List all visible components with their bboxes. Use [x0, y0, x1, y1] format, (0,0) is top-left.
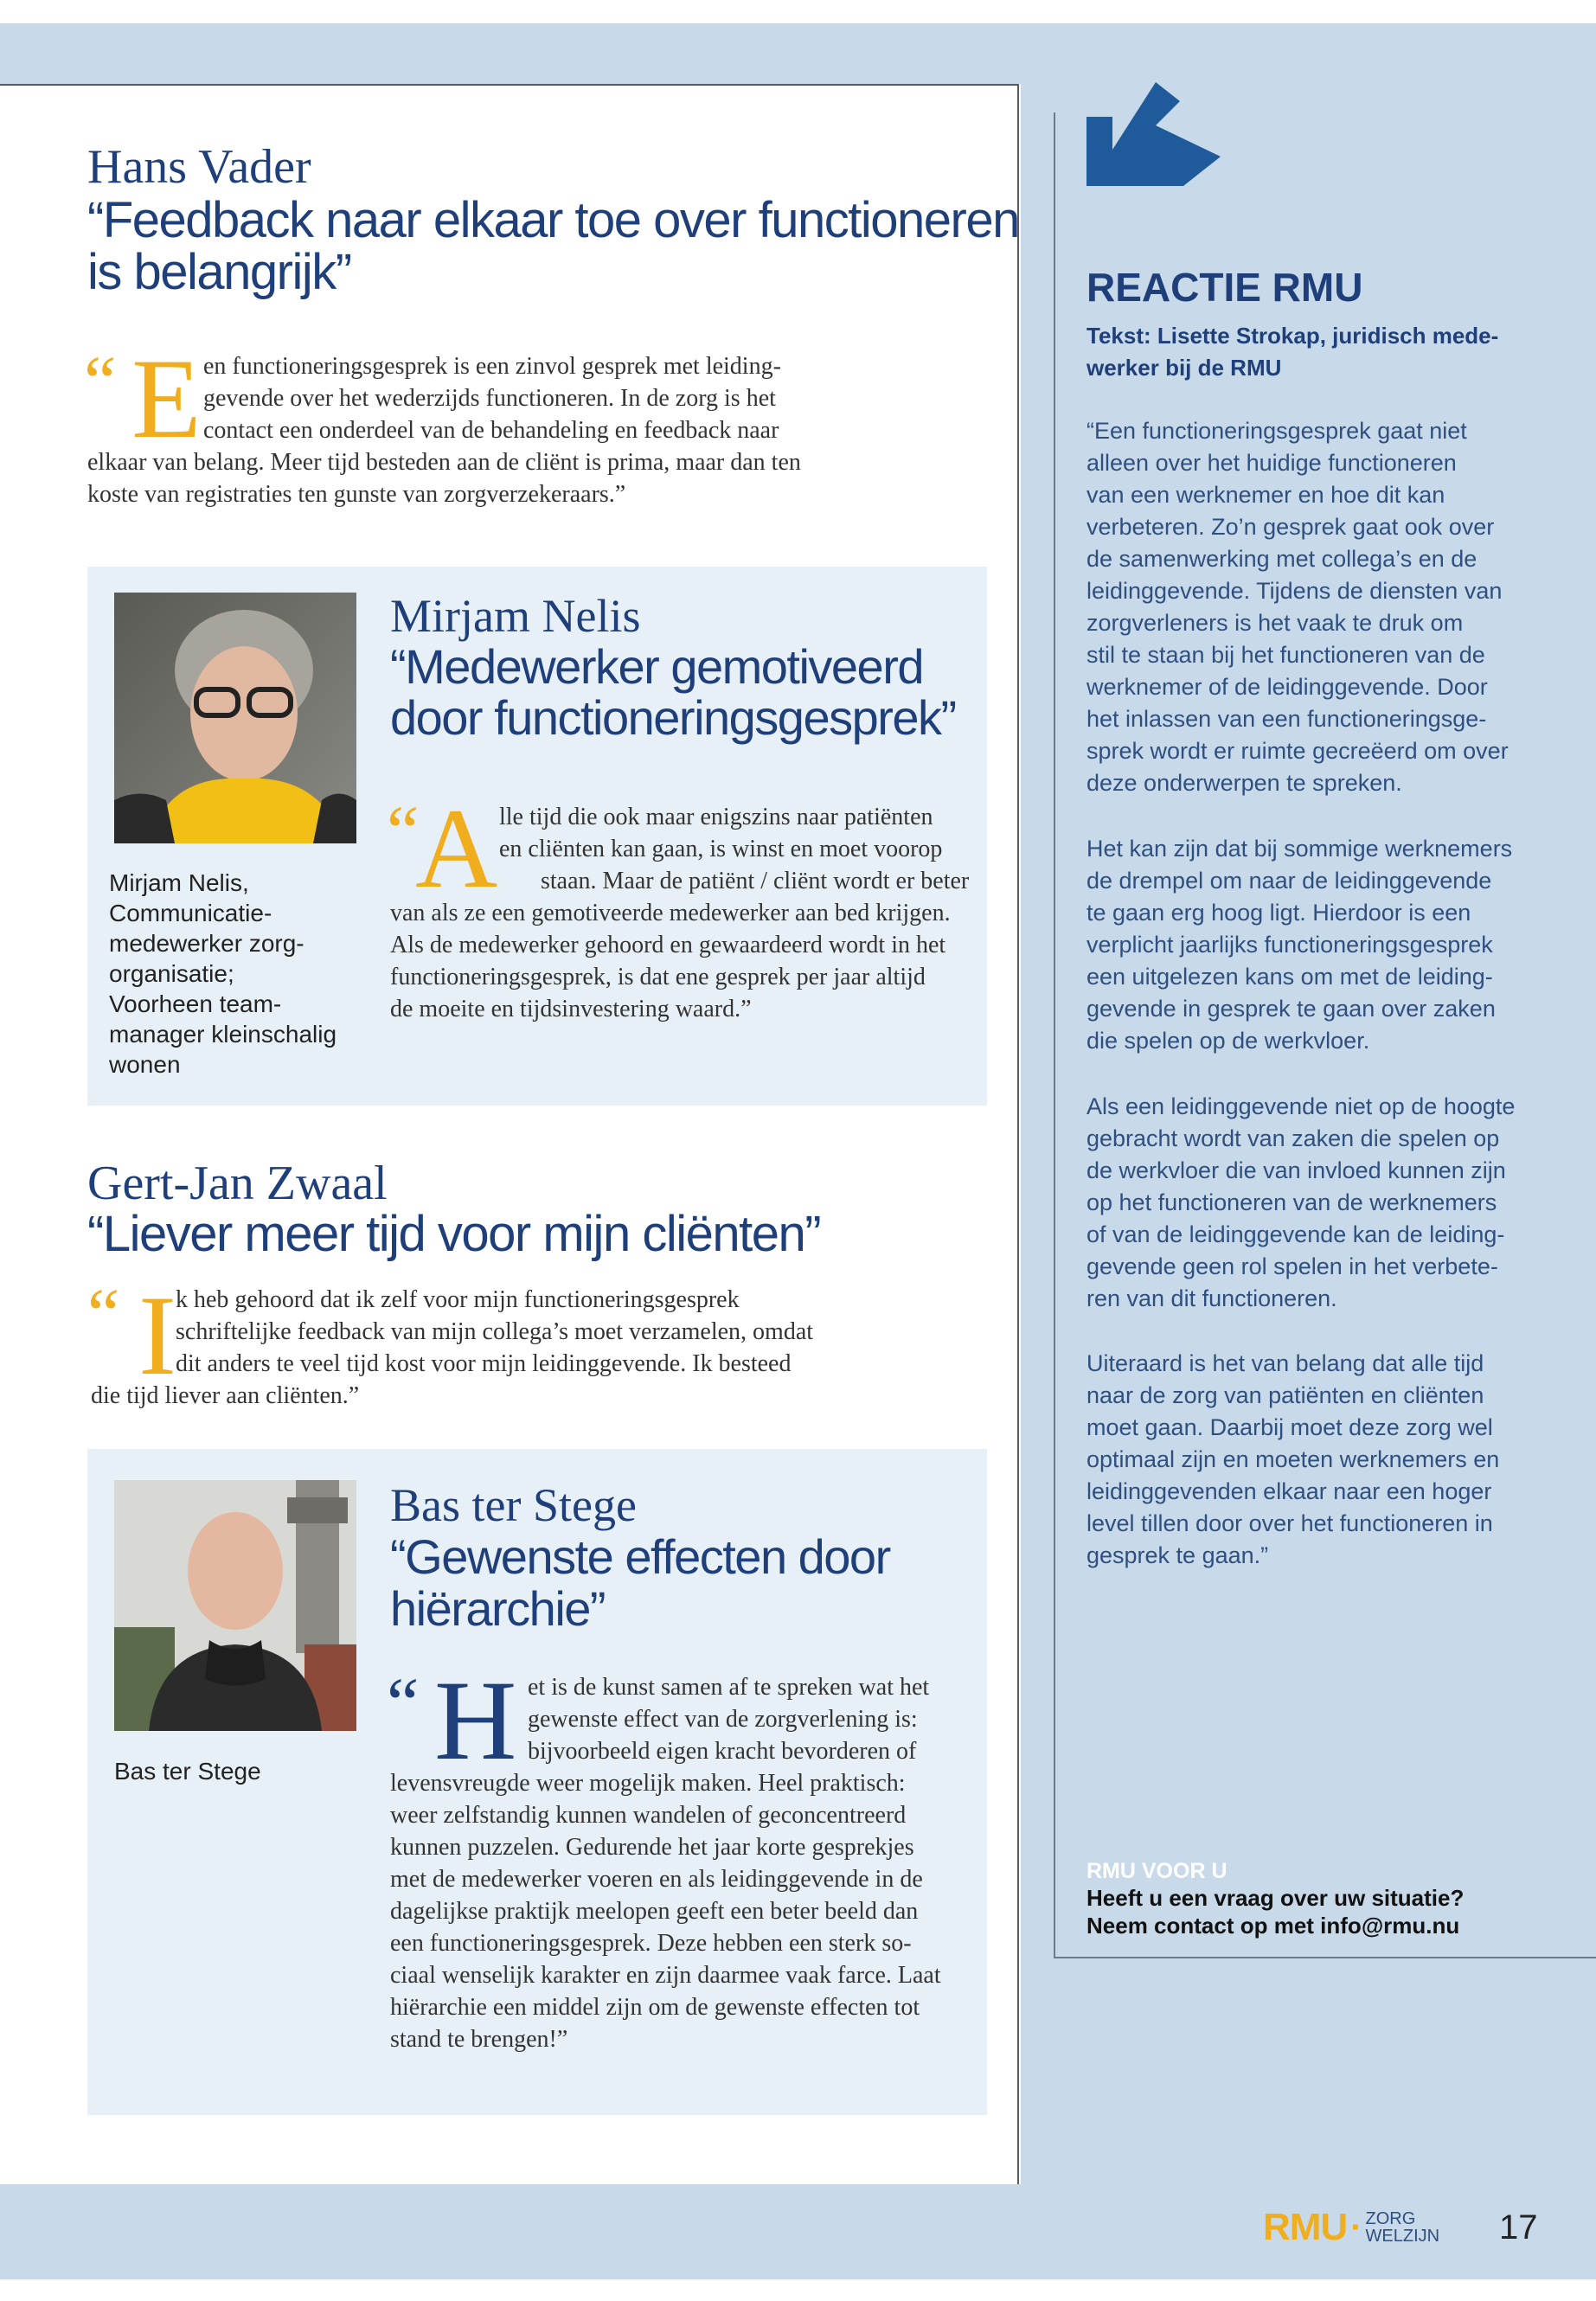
- gertjan-title-1: “Liever meer tijd voor mijn cliënten”: [87, 1206, 821, 1262]
- rmu-voor-u-line: Heeft u een vraag over uw situatie?: [1086, 1885, 1465, 1911]
- rmu-voor-u-text: [1086, 1884, 1464, 1939]
- hans-dropcap: E: [131, 335, 202, 462]
- mirjam-caption-line: Communicatie-: [109, 900, 272, 926]
- bas-line-1: et is de kunst samen af te spreken wat het: [528, 1674, 930, 1701]
- reactie-line: gevende in gesprek te gaan over zaken: [1086, 996, 1496, 1022]
- reactie-line: een uitgelezen kans om met de leiding-: [1086, 964, 1493, 990]
- bas-body-line: ciaal wenselijk karakter en zijn daarmee vaak farce. Laat: [390, 1962, 941, 1989]
- hans-line-4: elkaar van belang. Meer tijd besteden aan de cliënt is prima, maar dan ten: [87, 449, 801, 476]
- reactie-line: moet gaan. Daarbij moet deze zorg wel: [1086, 1414, 1493, 1440]
- bas-name: Bas ter Stege: [390, 1479, 637, 1531]
- mirjam-title-1: “Medewerker gemotiveerd: [390, 639, 923, 694]
- reactie-line: de drempel om naar de leidinggevende: [1086, 868, 1492, 894]
- footer-logo: [1263, 2202, 1439, 2253]
- mirjam-photo: [114, 593, 356, 843]
- mirjam-line-3: staan. Maar de patiënt / cliënt wordt er beter: [541, 868, 970, 894]
- reactie-line: gebracht wordt van zaken die spelen op: [1086, 1125, 1500, 1151]
- sidebar-rule: [1054, 112, 1055, 1958]
- reactie-line: werknemer of de leidinggevende. Door: [1086, 674, 1488, 700]
- gertjan-line-4: die tijd liever aan cliënten.”: [91, 1382, 360, 1409]
- bas-body-line: een functioneringsgesprek. Deze hebben een sterk so-: [390, 1930, 912, 1957]
- reactie-line: level tillen door over het functioneren in: [1086, 1510, 1493, 1536]
- reactie-line: ren van dit functioneren.: [1086, 1285, 1337, 1311]
- reactie-line: zorgverleners is het vaak te druk om: [1086, 610, 1464, 636]
- reactie-line: “Een functioneringsgesprek gaat niet: [1086, 418, 1467, 444]
- reactie-line: op het functioneren van de werknemers: [1086, 1189, 1497, 1215]
- reactie-arrow-icon: [1086, 82, 1225, 190]
- hans-name: Hans Vader: [87, 140, 311, 194]
- gertjan-name: Gert-Jan Zwaal: [87, 1157, 388, 1210]
- reactie-byline: [1086, 320, 1498, 384]
- mirjam-name: Mirjam Nelis: [390, 590, 641, 642]
- rmu-logo-text: RMU: [1263, 2206, 1348, 2248]
- gertjan-line-2: schriftelijke feedback van mijn collega’s moet verzamelen, omdat: [176, 1318, 814, 1345]
- bas-caption: Bas ter Stege: [114, 1758, 261, 1785]
- reactie-byline-line: Tekst: Lisette Strokap, juridisch mede-: [1086, 323, 1499, 349]
- bas-body: [390, 1767, 941, 2055]
- mirjam-caption-line: manager kleinschalig: [109, 1021, 337, 1048]
- mirjam-line-1: lle tijd die ook maar enigszins naar patiënten: [499, 804, 933, 830]
- bas-line-3: bijvoorbeeld eigen kracht bevorderen of: [528, 1738, 917, 1765]
- bas-body-line: hiërarchie een middel zijn om de gewenste effecten tot: [390, 1994, 920, 2021]
- bas-photo: [114, 1480, 356, 1731]
- bas-line-2: gewenste effect van de zorgverlening is:: [528, 1706, 918, 1733]
- reactie-line: verbeteren. Zo’n gesprek gaat ook over: [1086, 514, 1495, 540]
- sidebar-bottom-rule: [1054, 1957, 1596, 1958]
- bas-body-line: met de medewerker voeren en als leidinggevende in de: [390, 1866, 923, 1893]
- mirjam-dropcap: A: [415, 785, 498, 912]
- reactie-line: leidinggevenden elkaar naar een hoger: [1086, 1478, 1492, 1504]
- bas-open-quote: “: [387, 1663, 420, 1744]
- mirjam-caption-line: organisatie;: [109, 960, 234, 987]
- reactie-line: Uiteraard is het van belang dat alle tijd: [1086, 1350, 1484, 1376]
- reactie-line: die spelen op de werkvloer.: [1086, 1028, 1370, 1054]
- reactie-para-1: [1086, 415, 1509, 799]
- gertjan-dropcap: I: [138, 1272, 176, 1399]
- mirjam-caption-line: wonen: [109, 1051, 181, 1078]
- gertjan-line-1: k heb gehoord dat ik zelf voor mijn functioneringsgesprek: [176, 1286, 740, 1313]
- mirjam-caption-line: Mirjam Nelis,: [109, 869, 249, 896]
- reactie-byline-line: werker bij de RMU: [1086, 355, 1282, 381]
- reactie-para-2: [1086, 833, 1512, 1057]
- mirjam-line-7: de moeite en tijdsinvestering waard.”: [390, 996, 752, 1022]
- reactie-para-4: [1086, 1348, 1499, 1572]
- rmu-voor-u-label: RMU VOOR U: [1086, 1859, 1227, 1883]
- reactie-line: sprek wordt er ruimte gecreëerd om over: [1086, 738, 1509, 764]
- bas-body-line: weer zelfstandig kunnen wandelen of geconcentreerd: [390, 1802, 907, 1829]
- bas-dropcap: H: [434, 1657, 517, 1784]
- bas-body-line: stand te brengen!”: [390, 2026, 568, 2053]
- hans-title-2: is belangrijk”: [87, 244, 351, 300]
- rmu-voor-u-line: Neem contact op met info@rmu.nu: [1086, 1913, 1460, 1939]
- reactie-line: verplicht jaarlijks functioneringsgesprek: [1086, 932, 1493, 958]
- mirjam-title-2: door functioneringsgesprek”: [390, 690, 956, 745]
- reactie-line: te gaan erg hoog ligt. Hierdoor is een: [1086, 900, 1471, 926]
- reactie-line: of van de leidinggevende kan de leiding-: [1086, 1221, 1505, 1247]
- reactie-line: deze onderwerpen te spreken.: [1086, 770, 1402, 796]
- reactie-line: van een werknemer en hoe dit kan: [1086, 482, 1445, 508]
- mirjam-caption-line: Voorheen team-: [109, 990, 282, 1017]
- mirjam-line-4: van als ze een gemotiveerde medewerker aan bed krijgen.: [390, 900, 951, 926]
- hans-line-3: contact een onderdeel van de behandeling en feedback naar: [203, 417, 779, 444]
- reactie-line: Als een leidinggevende niet op de hoogte: [1086, 1093, 1516, 1119]
- gertjan-line-3: dit anders te veel tijd kost voor mijn leidinggevende. Ik besteed: [176, 1350, 792, 1377]
- bas-body-line: levensvreugde weer mogelijk maken. Heel praktisch:: [390, 1770, 906, 1797]
- reactie-heading: REACTIE RMU: [1086, 265, 1363, 310]
- mirjam-line-2: en cliënten kan gaan, is winst en moet voorop: [499, 836, 943, 862]
- hans-open-quote: “: [84, 342, 117, 422]
- reactie-para-3: [1086, 1091, 1515, 1315]
- bas-title-2: hiërarchie”: [390, 1581, 606, 1636]
- hans-title-1: “Feedback naar elkaar toe over functioneren: [87, 192, 1019, 248]
- reactie-line: de samenwerking met collega’s en de: [1086, 546, 1477, 572]
- bas-body-line: kunnen puzzelen. Gedurende het jaar korte gesprekjes: [390, 1834, 914, 1861]
- bas-body-line: dagelijkse praktijk meelopen geeft een beter beeld dan: [390, 1898, 919, 1925]
- reactie-line: optimaal zijn en moeten werknemers en: [1086, 1446, 1500, 1472]
- rmu-logo-zorg: ZORG: [1365, 2209, 1416, 2228]
- page-number: 17: [1499, 2208, 1538, 2247]
- mirjam-line-6: functioneringsgesprek, is dat ene gesprek per jaar altijd: [390, 964, 926, 990]
- hans-line-1: en functioneringsgesprek is een zinvol gesprek met leiding-: [203, 353, 781, 380]
- reactie-line: de werkvloer die van invloed kunnen zijn: [1086, 1157, 1506, 1183]
- mirjam-caption-line: medewerker zorg-: [109, 930, 304, 957]
- hans-line-2: gevende over het wederzijds functioneren. In de zorg is het: [203, 385, 776, 412]
- rmu-logo-welzijn: WELZIJN: [1365, 2227, 1440, 2246]
- bas-title-1: “Gewenste effecten door: [390, 1529, 890, 1584]
- rmu-logo-sub: [1366, 2210, 1440, 2245]
- hans-line-5: koste van registraties ten gunste van zorgverzekeraars.”: [87, 481, 626, 508]
- reactie-line: gevende geen rol spelen in het verbete-: [1086, 1253, 1498, 1279]
- mirjam-open-quote: “: [387, 792, 420, 872]
- mirjam-caption: [109, 868, 337, 1080]
- reactie-line: gesprek te gaan.”: [1086, 1542, 1269, 1568]
- reactie-line: stil te staan bij het functioneren van de: [1086, 642, 1485, 668]
- reactie-line: alleen over het huidige functioneren: [1086, 450, 1457, 476]
- reactie-line: leidinggevende. Tijdens de diensten van: [1086, 578, 1503, 604]
- mirjam-line-5: Als de medewerker gehoord en gewaardeerd wordt in het: [390, 932, 946, 958]
- reactie-line: naar de zorg van patiënten en cliënten: [1086, 1382, 1484, 1408]
- gertjan-open-quote: “: [87, 1274, 120, 1355]
- reactie-line: Het kan zijn dat bij sommige werknemers: [1086, 836, 1513, 862]
- reactie-line: het inlassen van een functioneringsge-: [1086, 706, 1487, 732]
- rmu-logo-dot: ·: [1350, 2208, 1362, 2247]
